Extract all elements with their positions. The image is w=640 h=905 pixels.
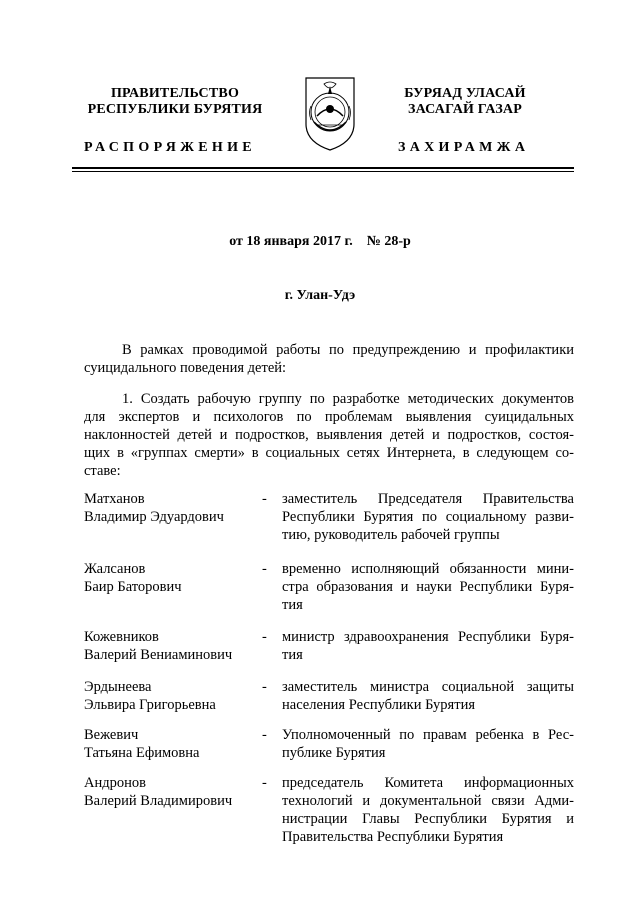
issuer-name-ru xyxy=(80,86,270,118)
member-role xyxy=(282,774,574,846)
role-line: населения Республики Бурятия xyxy=(282,697,475,713)
member-given-names: Эльвира Григорьевна xyxy=(84,697,216,713)
text-line: щих в «группах смерти» в социальных сетях Интернета, в следующем со- xyxy=(84,445,574,461)
member-name xyxy=(84,628,259,664)
role-line: тия xyxy=(282,647,303,663)
role-line: заместитель Председателя Правительства xyxy=(282,491,574,507)
text-line: ставе: xyxy=(84,463,121,479)
issuer-name-bua xyxy=(370,86,560,118)
document-type-ru: РАСПОРЯЖЕНИЕ xyxy=(84,140,256,155)
text-line: суицидального поведения детей: xyxy=(84,360,287,376)
member-dash: - xyxy=(262,629,267,645)
member-role xyxy=(282,490,574,544)
member-role xyxy=(282,678,574,714)
member-given-names: Валерий Вениаминович xyxy=(84,647,233,663)
role-line: публике Бурятия xyxy=(282,745,386,761)
role-line: технологий и документальной связи Адми- xyxy=(282,793,574,809)
date-and-number: от 18 января 2017 г. № 28-р xyxy=(229,234,411,249)
member-name xyxy=(84,726,259,762)
member-role xyxy=(282,560,574,614)
member-name xyxy=(84,560,259,596)
role-line: Уполномоченный по правам ребенка в Рес- xyxy=(282,727,574,743)
role-line: заместитель министра социальной защиты xyxy=(282,679,574,695)
role-line: министр здравоохранения Республики Буря- xyxy=(282,629,574,645)
issuer-line: ПРАВИТЕЛЬСТВО xyxy=(110,86,240,101)
role-line: председатель Комитета информационных xyxy=(282,775,574,791)
issuer-line: ЗАСАГАЙ ГАЗАР xyxy=(407,102,522,117)
text-line: для экспертов и психологов по проблемам выявления суицидальных xyxy=(84,409,574,425)
member-dash: - xyxy=(262,679,267,695)
member-name xyxy=(84,678,259,714)
text-line: наклонностей детей и подростков, выявления детей и подростков, состоя- xyxy=(84,427,574,443)
role-line: Республики Бурятия по социальному разви- xyxy=(282,509,574,525)
intro-paragraph xyxy=(84,341,574,377)
member-name xyxy=(84,490,259,526)
issuer-line: РЕСПУБЛИКИ БУРЯТИЯ xyxy=(87,102,263,117)
member-dash: - xyxy=(262,491,267,507)
member-dash: - xyxy=(262,727,267,743)
member-surname: Вежевич xyxy=(84,727,139,743)
member-surname: Кожевников xyxy=(84,629,159,645)
role-line: тию, руководитель рабочей группы xyxy=(282,527,500,543)
text-line: В рамках проводимой работы по предупреждению и профилактики xyxy=(122,342,574,358)
role-line: тия xyxy=(282,597,303,613)
member-given-names: Баир Баторович xyxy=(84,579,182,595)
role-line: стра образования и науки Республики Буря- xyxy=(282,579,574,595)
emblem-icon xyxy=(300,72,360,152)
member-given-names: Валерий Владимирович xyxy=(84,793,233,809)
member-surname: Жалсанов xyxy=(84,561,146,577)
city-name: г. Улан-Удэ xyxy=(284,288,356,303)
issuer-line: БУРЯАД УЛАСАЙ xyxy=(404,86,526,101)
member-dash: - xyxy=(262,775,267,791)
member-surname: Андронов xyxy=(84,775,146,791)
member-given-names: Татьяна Ефимовна xyxy=(84,745,200,761)
role-line: временно исполняющий обязанности мини- xyxy=(282,561,574,577)
member-role xyxy=(282,628,574,664)
role-line: нистрации Главы Республики Бурятия и xyxy=(282,811,574,827)
member-given-names: Владимир Эдуардович xyxy=(84,509,224,525)
document-type-bua: ЗАХИРАМЖА xyxy=(398,140,530,155)
item-1-paragraph xyxy=(84,390,574,480)
member-role xyxy=(282,726,574,762)
role-line: Правительства Республики Бурятия xyxy=(282,829,504,845)
header-rule-thick xyxy=(72,167,574,169)
member-name xyxy=(84,774,259,810)
header-rule-thin xyxy=(72,171,574,172)
text-line: 1. Создать рабочую группу по разработке методических документов xyxy=(122,391,574,407)
member-surname: Матханов xyxy=(84,491,145,507)
member-dash: - xyxy=(262,561,267,577)
member-surname: Эрдынеева xyxy=(84,679,152,695)
